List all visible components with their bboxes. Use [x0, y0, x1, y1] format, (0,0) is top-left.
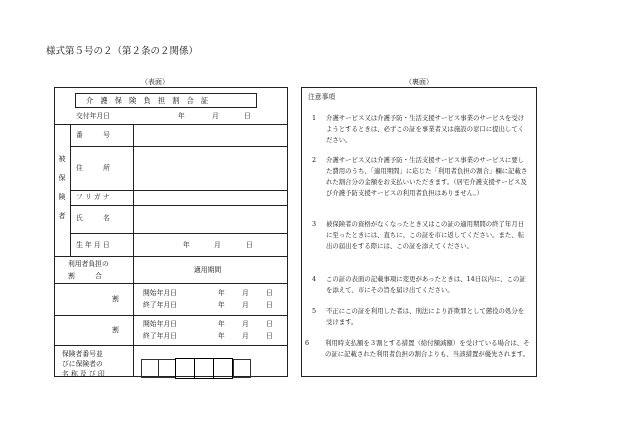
ratio-unit-1: 割 — [112, 295, 119, 303]
insured-label: 被 保 険 者 — [58, 155, 66, 220]
start-day-unit-1: 日 — [266, 289, 273, 297]
applicable-period-label: 適用期間 — [194, 266, 222, 274]
end-day-unit-1: 日 — [266, 301, 273, 309]
burden-ratio-label-line2: 割 合 — [68, 272, 102, 280]
birth-day-unit: 日 — [246, 241, 253, 249]
start-day-unit-2: 日 — [266, 320, 273, 328]
furigana-label: フ リ ガ ナ — [76, 193, 110, 201]
note-item — [312, 113, 529, 146]
card-title: 介 護 保 険 負 担 割 合 証 — [86, 96, 209, 105]
rule-insured-column — [70, 124, 71, 256]
end-month-unit-2: 月 — [242, 332, 249, 340]
note-text: 被保険者の資格がなくなったとき又はこの証の適用期間の終了年月日に至ったときには、直ちに、この証を市に返してください。また、転出の届出をする際には、この証を添えてください。 — [326, 220, 525, 250]
end-year-unit-2: 年 — [218, 332, 225, 340]
insurer-number-box — [141, 359, 159, 378]
note-number: 6 — [305, 339, 310, 347]
rule-after-period-2 — [54, 345, 288, 346]
end-year-unit-1: 年 — [218, 301, 225, 309]
note-text: 不正にこの証を利用した者は、刑法により詐欺罪として懲役の処分を受けます。 — [326, 307, 525, 326]
issue-day-unit: 日 — [244, 112, 251, 120]
insurer-number-box — [194, 358, 214, 379]
start-year-unit-2: 年 — [218, 320, 225, 328]
note-item — [312, 306, 529, 328]
burden-ratio-label-line1: 利用者負担の — [68, 260, 109, 268]
issue-date-label: 交付年月日 — [76, 112, 110, 120]
rule-table-top — [54, 124, 288, 125]
note-item — [312, 155, 529, 199]
insurer-label-line3: 名 称 及 び 印 — [62, 370, 105, 378]
rule-after-address — [70, 190, 288, 191]
note-text: 介護サービス又は介護予防・生活支援サービス事業のサービスに要した費用のうち、「適用期間」に応じた「利用者負担の割合」欄に記載された割合分の金額をお支払いいただきます。（居宅介護支援サービス及び介護予防支援サービスの利用者負担はありません。） — [326, 156, 528, 197]
rule-label-column — [133, 124, 134, 377]
back-caption: （裏面） — [405, 78, 433, 86]
insurer-number-box — [158, 359, 176, 378]
note-text: 利用時支払額を３割とする措置（給付額減額）を受けている場合は、その証に記載された利用者負担の割合よりも、当該措置が優先されます。 — [325, 339, 530, 358]
note-text: この証の表面の記載事項に変更があったときは、14日以内に、この証を添えて、市にその旨を届け出てください。 — [326, 275, 526, 294]
note-item — [312, 274, 529, 296]
number-label: 番 号 — [76, 131, 110, 139]
birth-year-unit: 年 — [183, 241, 190, 249]
note-number: 3 — [312, 220, 317, 228]
insurer-number-box — [213, 358, 233, 379]
insurer-label-line2: びに保険者の — [62, 360, 103, 368]
insurer-label-line1: 保険者番号並 — [62, 350, 103, 358]
start-date-label-1: 開始年月日 — [143, 289, 177, 297]
note-number: 2 — [312, 156, 317, 164]
note-number: 4 — [312, 275, 317, 283]
note-number: 5 — [312, 307, 317, 315]
birth-month-unit: 月 — [214, 241, 221, 249]
front-caption: （表面） — [141, 78, 169, 86]
ratio-unit-2: 割 — [112, 326, 119, 334]
end-day-unit-2: 日 — [266, 332, 273, 340]
rule-after-furigana — [70, 205, 288, 206]
address-label: 住 所 — [76, 164, 110, 172]
note-number: 1 — [312, 114, 317, 122]
note-item — [305, 338, 530, 360]
rule-after-birthdate — [54, 256, 288, 257]
insurer-number-box — [233, 359, 251, 378]
start-month-unit-2: 月 — [242, 320, 249, 328]
form-number-title: 様式第５号の２（第２条の２関係） — [46, 46, 199, 57]
start-month-unit-1: 月 — [242, 289, 249, 297]
note-item — [312, 219, 529, 252]
issue-month-unit: 月 — [212, 112, 219, 120]
end-date-label-1: 終了年月日 — [143, 301, 177, 309]
issue-year-unit: 年 — [178, 112, 185, 120]
notes-heading: 注意事項 — [308, 93, 336, 101]
insurer-number-box — [175, 358, 195, 379]
end-month-unit-1: 月 — [242, 301, 249, 309]
rule-after-number — [70, 146, 288, 147]
birthdate-label: 生 年 月 日 — [76, 241, 110, 249]
rule-after-name — [70, 233, 288, 234]
rule-after-period-1 — [54, 315, 288, 316]
start-year-unit-1: 年 — [218, 289, 225, 297]
note-text: 介護サービス又は介護予防・生活支援サービス事業のサービスを受けようとするときは、必ずこの証を事業者又は施設の窓口に提出してください。 — [326, 114, 525, 144]
rule-after-ratio-header — [54, 283, 288, 284]
end-date-label-2: 終了年月日 — [143, 332, 177, 340]
name-label: 氏 名 — [76, 214, 110, 222]
start-date-label-2: 開始年月日 — [143, 320, 177, 328]
